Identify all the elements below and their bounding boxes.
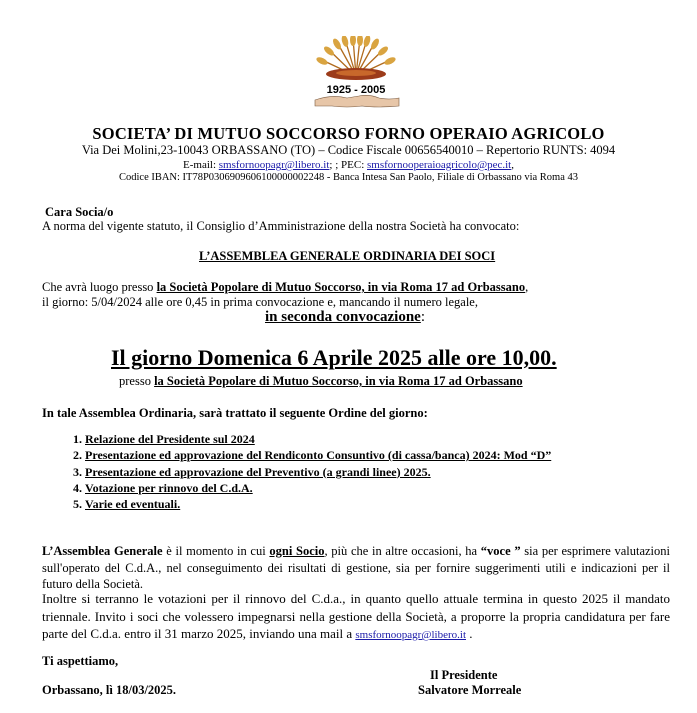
closing: Ti aspettiamo, [42,654,119,668]
para1-voce: “voce ” [480,544,521,558]
email-label: E-mail: [183,159,219,171]
society-logo [307,36,405,108]
para2-end: . [466,626,473,641]
agenda-item: 3. Presentazione ed approvazione del Preventivo (a grandi linee) 2025. [85,464,551,480]
signer-role: Il Presidente [430,668,498,682]
agenda-item: 1. Relazione del Presidente sul 2024 [85,431,551,447]
email-line [0,159,697,171]
meeting-place: la Società Popolare di Mutuo Soccorso, in via Roma 17 ad Orbassano [154,374,523,388]
first-conv-place: la Società Popolare di Mutuo Soccorso, in via Roma 17 ad Orbassano [156,280,526,294]
meeting-place-line [119,374,523,389]
para1-start: L’Assemblea Generale [42,544,163,558]
email-link[interactable]: smsfornoopagr@libero.it [218,159,330,171]
election-paragraph [42,590,670,645]
greeting: Cara Socia/o [45,205,114,219]
first-convocation-line [42,280,528,295]
agenda-item: 2. Presentazione ed approvazione del Rendiconto Consuntivo (di cassa/banca) 2024: Mod “D” [85,447,551,463]
para1-mid1: è il momento in cui [162,544,270,558]
assembly-paragraph [42,543,670,593]
agenda-item: 4. Votazione per rinnovo del C.d.A. [85,480,551,496]
intro-text: A norma del vigente statuto, il Consiglio d’Amministrazione della nostra Società ha convocato: [42,219,520,233]
first-conv-suffix: , [525,280,529,294]
agenda-item: 5. Varie ed eventuali. [85,496,551,512]
agenda-intro: In tale Assemblea Ordinaria, sarà trattato il seguente Ordine del giorno: [42,406,428,420]
assembly-title: L’ASSEMBLEA GENERALE ORDINARIA DEI SOCI [199,249,496,263]
logo-graphic [307,36,405,108]
first-conv-prefix: Che avrà luogo presso [42,280,157,294]
para1-mid2: , più che in altre occasioni, ha [324,544,481,558]
second-conv-label: in seconda convocazione [265,309,421,325]
iban-line: Codice IBAN: IT78P0306909606100000002248 - Banca Intesa San Paolo, Filiale di Orbassano via Roma 43 [118,172,579,183]
signer-name: Salvatore Morreale [418,683,522,697]
second-convocation [265,309,425,326]
address-line: Via Dei Molini,23-10043 ORBASSANO (TO) – Codice Fiscale 00656540010 – Repertorio RUNTS: 4094 [81,143,616,157]
meeting-date-headline: Il giorno Domenica 6 Aprile 2025 alle ore 10,00. [111,345,557,370]
agenda-list [42,431,551,512]
logo-years: 1925 - 2005 [326,84,386,96]
first-convocation-date: il giorno: 5/04/2024 alle ore 0,45 in prima convocazione e, mancando il numero legale, [42,295,478,309]
place-date: Orbassano, lì 18/03/2025. [42,683,177,697]
second-conv-suffix: : [420,309,426,325]
para1-end: sia per esprimere valutazioni sull'operato del C.d.A., nel conseguimento dei risultati di gestione, sia per fornire suggerimenti utili e indicazioni per il futuro della Società. [42,544,670,591]
para2-email-link[interactable]: smsfornoopagr@libero.it [355,629,466,641]
para1-ogni-socio: ogni Socio [269,544,325,558]
meeting-place-prefix: presso [119,374,155,388]
organization-name: SOCIETA’ DI MUTUO SOCCORSO FORNO OPERAIO AGRICOLO [92,124,605,143]
pec-link[interactable]: smsfornooperaioagricolo@pec.it [367,159,512,171]
pec-label: ; ; PEC: [329,159,367,171]
para2-text: Inoltre si terranno le votazioni per il rinnovo del C.d.a., in quanto quello attuale termina in questo 2025 il mandato triennale. Invito i soci che volessero impegnarsi nella gestione della Società, a proporre la propria candidatura per fare parte del C.d.a. entro il 31 marzo 2025, inviando una mail a [42,591,670,641]
pec-suffix: , [511,159,514,171]
